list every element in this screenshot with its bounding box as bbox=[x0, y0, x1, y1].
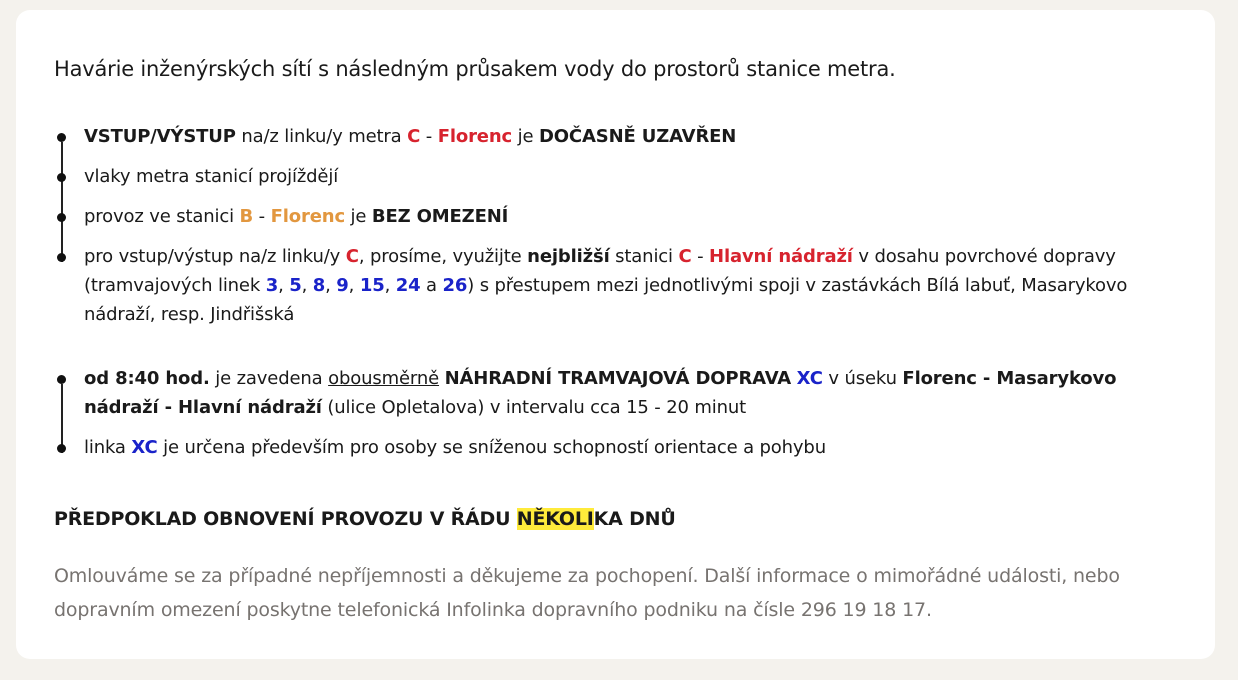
tram-line-26: 26 bbox=[442, 275, 468, 296]
tram-line-3: 3 bbox=[265, 275, 279, 296]
list-item-xc-purpose: linka XC je určena především pro osoby se sníženou schopností orientace a pohybu bbox=[54, 433, 1174, 462]
tram-line-8: 8 bbox=[312, 275, 326, 296]
notice-card bbox=[16, 10, 1215, 659]
bullet-dot-icon bbox=[57, 444, 66, 453]
forecast-heading: PŘEDPOKLAD OBNOVENÍ PROVOZU V ŘÁDU NĚKOLIKA DNŮ bbox=[54, 508, 676, 530]
list-item-trains-pass: vlaky metra stanicí projíždějí bbox=[54, 162, 1174, 191]
bullet-dot-icon bbox=[57, 173, 66, 182]
list-item-line-b-ok: provoz ve stanici B - Florenc je BEZ OMEZENÍ bbox=[54, 202, 1174, 231]
status-list-replacement bbox=[54, 364, 1174, 473]
list-item-entrance-closed: VSTUP/VÝSTUP na/z linku/y metra C - Florenc je DOČASNĚ UZAVŘEN bbox=[54, 122, 1174, 151]
tram-line-5: 5 bbox=[289, 275, 302, 296]
status-list-metra bbox=[54, 122, 1174, 340]
list-item-alternative-route: pro vstup/výstup na/z linku/y C, prosíme, využijte nejbližší stanici C - Hlavní nádraží v dosahu povrchové dopravy (tramvajových linek 3, 5, 8, 9, 15, 24 a 26) s přestupem mezi jednotlivými spoji v zastávkách Bílá labuť, Masarykovo nádraží, resp. Jindřišská bbox=[54, 242, 1174, 329]
list-item-replacement-tram: od 8:40 hod. je zavedena obousměrně NÁHRADNÍ TRAMVAJOVÁ DOPRAVA XC v úseku Florenc - Masarykovo nádraží - Hlavní nádraží (ulice Opletalova) v intervalu cca 15 - 20 minut bbox=[54, 364, 1174, 422]
line-c-label: C bbox=[678, 246, 692, 267]
station-hlavni-nadrazi: Hlavní nádraží bbox=[709, 246, 853, 267]
no-restriction-status: BEZ OMEZENÍ bbox=[371, 206, 509, 227]
line-c-label: C bbox=[345, 246, 359, 267]
bullet-dot-icon bbox=[57, 133, 66, 142]
tram-line-15: 15 bbox=[359, 275, 385, 296]
apology-note: Omlouváme se za případné nepříjemnosti a děkujeme za pochopení. Další informace o mimořádné události, nebo dopravním omezení poskytne telefonická Infolinka dopravního podniku na čísle 296 19 18 17. bbox=[54, 565, 1120, 621]
bullet-dot-icon bbox=[57, 213, 66, 222]
station-florenc-b: Florenc bbox=[270, 206, 345, 227]
bullet-dot-icon bbox=[57, 375, 66, 384]
start-time: od 8:40 hod. bbox=[84, 368, 210, 389]
bullet-dot-icon bbox=[57, 253, 66, 262]
line-c-label: C bbox=[407, 126, 421, 147]
tram-line-xc: XC bbox=[796, 368, 823, 389]
line-b-label: B bbox=[239, 206, 254, 227]
highlighted-text: NĚKOLI bbox=[516, 508, 594, 530]
tram-line-9: 9 bbox=[336, 275, 349, 296]
closure-status: DOČASNĚ UZAVŘEN bbox=[538, 126, 737, 147]
tram-line-24: 24 bbox=[395, 275, 421, 296]
incident-intro: Havárie inženýrských sítí s následným průsakem vody do prostorů stanice metra. bbox=[54, 57, 896, 81]
route-section: Florenc - Masarykovo nádraží - Hlavní nádraží bbox=[84, 368, 1117, 418]
station-florenc-c: Florenc bbox=[437, 126, 513, 147]
tram-line-xc: XC bbox=[131, 437, 158, 458]
